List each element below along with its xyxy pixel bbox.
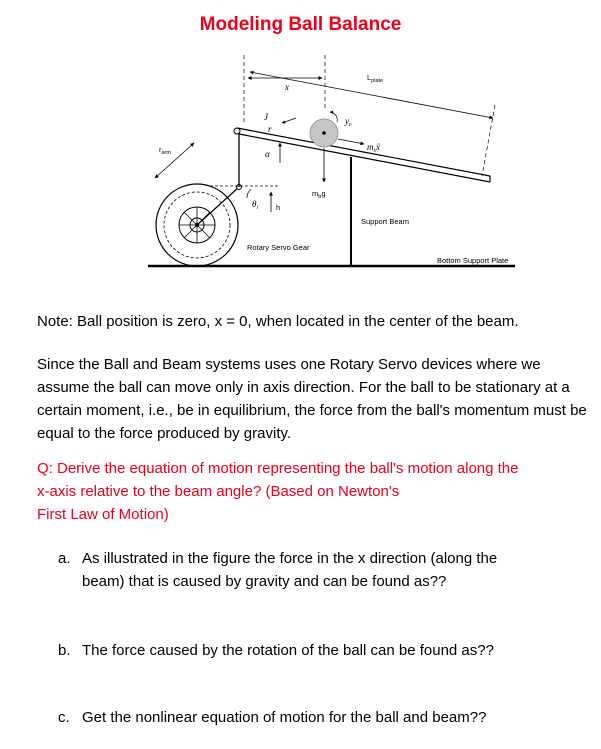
support-beam-label: Support Beam — [361, 217, 409, 226]
jb-label: J — [264, 112, 268, 122]
x-label: x — [285, 82, 289, 92]
ball — [310, 119, 338, 147]
list-marker-a: a. — [58, 550, 71, 567]
list-text-a-1: As illustrated in the figure the force in the x direction (along the — [82, 550, 498, 567]
question-line-3: First Law of Motion) — [37, 506, 169, 523]
l-plate-label: $L_{plate}$ — [367, 73, 384, 84]
alpha-label: α — [265, 149, 270, 159]
theta-label: $\theta_l$ — [252, 199, 258, 211]
h-label: h — [276, 203, 281, 212]
servo-gear — [156, 184, 242, 266]
yb-label: $y_b$ — [345, 116, 352, 128]
list-marker-c: c. — [58, 709, 70, 726]
bottom-support-plate-label: Bottom Support Plate — [437, 256, 509, 265]
page-title: Modeling Ball Balance — [199, 14, 402, 35]
r-arm-label: $r_{arm}$ — [159, 145, 171, 156]
question-line-2: x-axis relative to the beam angle? (Based on Newton's — [37, 483, 400, 500]
note-paragraph: Note: Ball position is zero, x = 0, when located in the center of the beam. — [37, 313, 519, 330]
list-item-c — [58, 706, 588, 729]
list-item-a — [58, 547, 588, 593]
ball-rotation-arrow — [282, 118, 296, 123]
list-item-b — [58, 639, 588, 662]
list-text-b: The force caused by the rotation of the ball can be found as?? — [82, 642, 494, 659]
inertial-force-arrow — [338, 139, 364, 144]
list-text-a-2: beam) that is caused by gravity and can be found as?? — [82, 573, 447, 590]
list-marker-b: b. — [58, 642, 71, 659]
question-block — [37, 457, 587, 526]
mbg-label: $m_bg$ — [312, 189, 326, 200]
rotary-servo-gear-label: Rotary Servo Gear — [247, 243, 310, 252]
equilibrium-paragraph: Since the Ball and Beam systems uses one Rotary Servo devices where we assume the ball can move only in axis direction. For the ball to be stationary at a certain moment, i.e., be in equilibrium, the force from the ball's momentum must be equal to the force produced by gravity. — [37, 356, 587, 442]
question-line-1: Q: Derive the equation of motion representing the ball's motion along the — [37, 460, 519, 477]
rb-label: r — [268, 124, 272, 134]
list-text-c: Get the nonlinear equation of motion for the ball and beam?? — [82, 709, 487, 726]
mx-label: $m_bẍ$ — [367, 142, 380, 154]
beam — [237, 128, 490, 182]
ball-beam-diagram — [0, 0, 601, 300]
